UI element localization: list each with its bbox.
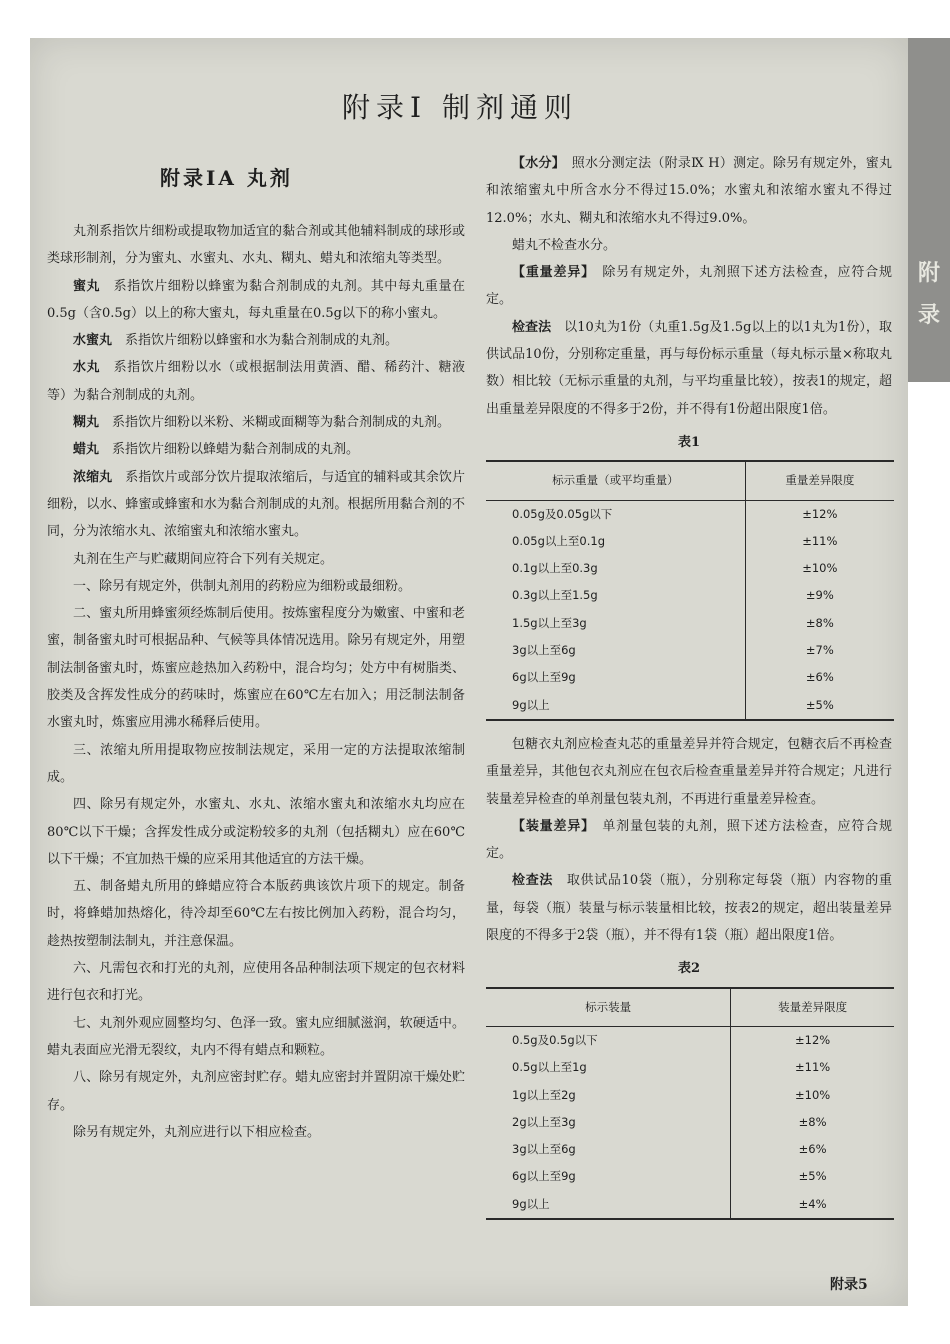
table-row <box>486 528 894 555</box>
definition-concentrated-pill <box>47 464 465 546</box>
weight-method-text: 以10丸为1份（丸重1.5g及1.5g以上的以1丸为1份），取供试品10份，分别称定重量，再与每份标示重量（每丸标示量×称取丸数）相比较（无标示重量的丸剂，与平均重量比较），按表1的规定，超出重量差异限度的不得多于2份，并不得有1份超出限度1倍。 <box>486 319 892 417</box>
table1 <box>486 460 894 721</box>
table-header-cell: 重量差异限度 <box>745 461 894 500</box>
table-row <box>486 500 894 528</box>
table-cell: 6g以上至9g <box>486 664 745 691</box>
table-cell: 2g以上至3g <box>486 1109 731 1136</box>
table-row <box>486 1054 894 1081</box>
water-text: 照水分测定法（附录Ⅸ H）测定。除另有规定外，蜜丸和浓缩蜜丸中所含水分不得过15.0%；水蜜丸和浓缩水蜜丸不得过12.0%；水丸、糊丸和浓缩水丸不得过9.0%。 <box>486 156 892 226</box>
water-note: 蜡丸不检查水分。 <box>512 237 617 253</box>
rule-5: 五、制备蜡丸所用的蜂蜡应符合本版药典该饮片项下的规定。制备时，将蜂蜡加热熔化，待冷却至60℃左右按比例加入药粉，混合均匀，趁热按塑制法制丸，并注意保温。 <box>47 879 465 949</box>
table-row <box>486 555 894 582</box>
sugar-coat-paragraph: 包糖衣丸剂应检查丸芯的重量差异并符合规定，包糖衣后不再检查重量差异，其他包衣丸剂应在包衣后检查重量差异并符合规定；凡进行装量差异检查的单剂量包装丸剂，不再进行重量差异检查。 <box>486 736 892 807</box>
fill-text: 单剂量包装的丸剂，照下述方法检查，应符合规定。 <box>486 818 892 862</box>
table-cell: ±10% <box>802 561 838 576</box>
table-row <box>486 692 894 720</box>
table-cell: 0.05g以上至0.1g <box>486 528 745 555</box>
definition-honey-pill <box>47 273 465 328</box>
table-header-row <box>486 988 894 1027</box>
table-header-cell: 标示重量（或平均重量） <box>486 461 745 500</box>
right-column <box>486 150 892 1220</box>
table-cell: ±5% <box>798 1169 827 1184</box>
weight-method <box>486 314 892 423</box>
table-row <box>486 664 894 691</box>
table2-title: 表2 <box>677 961 701 977</box>
table-row <box>486 637 894 664</box>
thumb-tab-char-1: 附 <box>918 260 941 286</box>
book-page <box>30 38 908 1306</box>
table-cell: 1g以上至2g <box>486 1082 731 1109</box>
table-cell: ±12% <box>795 1032 831 1047</box>
inspection-intro: 除另有规定外，丸剂应进行以下相应检查。 <box>73 1124 321 1140</box>
table-header-cell: 标示装量 <box>486 988 731 1027</box>
weight-section <box>486 259 892 314</box>
table-row <box>486 1191 894 1219</box>
water-section <box>486 150 892 232</box>
definition-term: 蜜丸 <box>73 278 101 294</box>
rule-6: 六、凡需包衣和打光的丸剂，应使用各品种制法项下规定的包衣材料进行包衣和打光。 <box>47 961 465 1004</box>
table-cell: 9g以上 <box>486 692 745 720</box>
rule-1: 一、除另有规定外，供制丸剂用的药粉应为细粉或最细粉。 <box>73 578 412 594</box>
thumb-tab-char-2: 录 <box>918 302 941 328</box>
table-cell: 6g以上至9g <box>486 1163 731 1190</box>
table-cell: ±7% <box>805 643 834 658</box>
definition-text: 系指饮片细粉以蜂蜡为黏合剂制成的丸剂。 <box>112 442 360 458</box>
table-cell: ±11% <box>802 533 838 548</box>
table-cell: ±8% <box>798 1114 827 1129</box>
table-row <box>486 1163 894 1190</box>
appendix-thumb-tab <box>906 38 950 382</box>
definition-term: 浓缩丸 <box>73 469 113 485</box>
definition-term: 水蜜丸 <box>73 333 113 349</box>
definition-water-honey-pill <box>47 327 465 354</box>
definition-water-pill <box>47 354 465 409</box>
rule-2: 二、蜜丸所用蜂蜜须经炼制后使用。按炼蜜程度分为嫩蜜、中蜜和老蜜，制备蜜丸时可根据品种、气候等具体情况选用。除另有规定外，用塑制法制备蜜丸时，炼蜜应趁热加入药粉中，混合均匀；处方中有树脂类、胶类及含挥发性成分的药味时，炼蜜应在60℃左右加入；用泛制法制备水蜜丸时，炼蜜应用沸水稀释后使用。 <box>47 606 465 731</box>
page-title: 附录Ⅰ 制剂通则 <box>342 91 578 124</box>
table-cell: ±10% <box>795 1087 831 1102</box>
definition-term: 水丸 <box>73 360 101 376</box>
table-row <box>486 1026 894 1054</box>
table-cell: ±6% <box>805 670 834 685</box>
definition-text: 系指饮片或部分饮片提取浓缩后，与适宜的辅料或其余饮片细粉，以水、蜂蜜或蜂蜜和水为黏合剂制成的丸剂。根据所用黏合剂的不同，分为浓缩水丸、浓缩蜜丸和浓缩水蜜丸。 <box>47 469 465 540</box>
rules-intro: 丸剂在生产与贮藏期间应符合下列有关规定。 <box>73 551 334 567</box>
table-cell: ±11% <box>795 1060 831 1075</box>
fill-method-label: 检查法 <box>512 873 554 889</box>
table-cell: ±5% <box>745 692 894 720</box>
table-row <box>486 1136 894 1163</box>
weight-text: 除另有规定外，丸剂照下述方法检查，应符合规定。 <box>486 265 892 308</box>
definition-term: 糊丸 <box>73 415 100 431</box>
rule-4: 四、除另有规定外，水蜜丸、水丸、浓缩水蜜丸和浓缩水丸均应在80℃以下干燥；含挥发性成分或淀粉较多的丸剂（包括糊丸）应在60℃以下干燥；不宜加热干燥的应采用其他适宜的方法干燥。 <box>47 797 465 867</box>
table-cell: ±9% <box>805 588 834 603</box>
definition-wax-pill <box>47 436 465 463</box>
table-header-cell: 装量差异限度 <box>731 988 894 1027</box>
rule-8: 八、除另有规定外，丸剂应密封贮存。蜡丸应密封并置阴凉干燥处贮存。 <box>47 1070 465 1113</box>
left-column <box>47 218 465 1146</box>
water-label: 【水分】 <box>512 156 559 171</box>
fill-method <box>486 867 892 949</box>
table-cell: ±8% <box>805 615 834 630</box>
definition-term: 蜡丸 <box>73 442 100 458</box>
table-row <box>486 1082 894 1109</box>
section-heading: 附录ⅠA 丸剂 <box>160 166 293 190</box>
weight-label: 【重量差异】 <box>512 265 589 281</box>
definition-text: 系指饮片细粉以米粉、米糊或面糊等为黏合剂制成的丸剂。 <box>112 415 451 431</box>
table-row <box>486 582 894 609</box>
definition-text: 系指饮片细粉以水（或根据制法用黄酒、醋、稀药汁、糖液等）为黏合剂制成的丸剂。 <box>47 360 465 403</box>
weight-method-label: 检查法 <box>512 319 552 335</box>
table-cell: 0.1g以上至0.3g <box>486 555 745 582</box>
table-cell: 3g以上至6g <box>486 1136 731 1163</box>
definition-paste-pill <box>47 409 465 436</box>
definition-text: 系指饮片细粉以蜂蜜和水为黏合剂制成的丸剂。 <box>125 333 399 349</box>
table-cell: ±12% <box>802 506 838 521</box>
table-row <box>486 610 894 637</box>
table-cell: 0.05g及0.05g以下 <box>486 500 745 528</box>
table-cell: 3g以上至6g <box>486 637 745 664</box>
table-cell: ±4% <box>731 1191 894 1219</box>
table1-title: 表1 <box>677 434 701 450</box>
definition-text: 系指饮片细粉以蜂蜜为黏合剂制成的丸剂。其中每丸重量在0.5g（含0.5g）以上的称大蜜丸，每丸重量在0.5g以下的称小蜜丸。 <box>47 278 465 321</box>
intro-paragraph: 丸剂系指饮片细粉或提取物加适宜的黏合剂或其他辅料制成的球形或类球形制剂，分为蜜丸、水蜜丸、水丸、糊丸、蜡丸和浓缩丸等类型。 <box>47 224 465 267</box>
fill-section <box>486 813 892 868</box>
rule-7: 七、丸剂外观应圆整均匀、色泽一致。蜜丸应细腻滋润，软硬适中。蜡丸表面应光滑无裂纹，丸内不得有蜡点和颗粒。 <box>47 1015 465 1058</box>
fill-label: 【装量差异】 <box>512 818 589 834</box>
table-header-row <box>486 461 894 500</box>
table-cell: 0.5g及0.5g以下 <box>486 1026 731 1054</box>
table-cell: 1.5g以上至3g <box>486 610 745 637</box>
table-cell: 0.3g以上至1.5g <box>486 582 745 609</box>
rule-3: 三、浓缩丸所用提取物应按制法规定，采用一定的方法提取浓缩制成。 <box>47 742 465 785</box>
table-cell: 9g以上 <box>486 1191 731 1219</box>
fill-method-text: 取供试品10袋（瓶），分别称定每袋（瓶）内容物的重量，每袋（瓶）装量与标示装量相比较，按表2的规定，超出装量差异限度的不得多于2袋（瓶），并不得有1袋（瓶）超出限度1倍。 <box>486 873 892 944</box>
table2 <box>486 987 894 1220</box>
table-cell: 0.5g以上至1g <box>486 1054 731 1081</box>
page-number: 附录5 <box>830 1277 868 1293</box>
table-row <box>486 1109 894 1136</box>
table-cell: ±6% <box>798 1142 827 1157</box>
